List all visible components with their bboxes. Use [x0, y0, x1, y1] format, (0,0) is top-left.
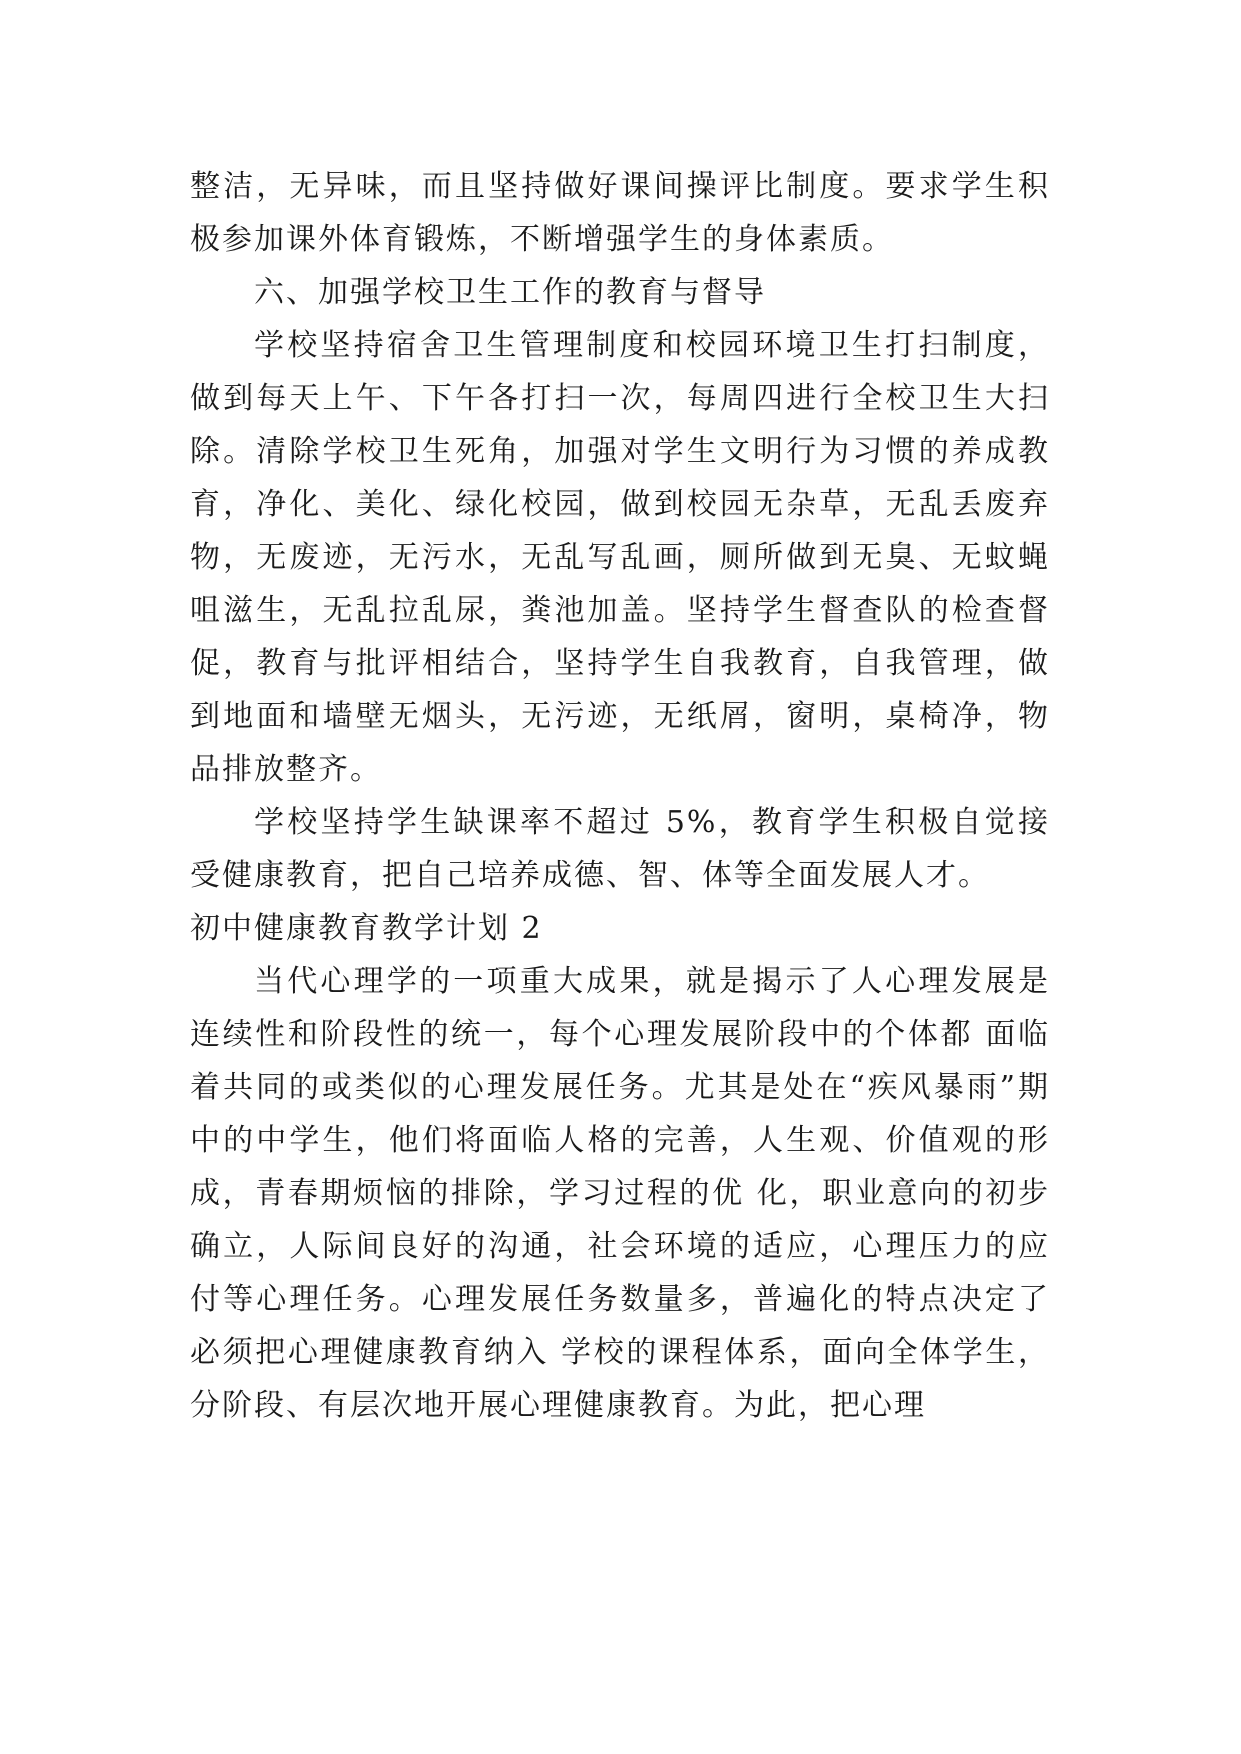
- paragraph-hygiene-management: 学校坚持宿舍卫生管理制度和校园环境卫生打扫制度，做到每天上午、下午各打扫一次，每周四进行全校卫生大扫除。清除学校卫生死角，加强对学生文明行为习惯的养成教育，净化、美化、绿化校园，做到校园无杂草，无乱丢废弃物，无废迹，无污水，无乱写乱画，厕所做到无臭、无蚊蝇咀滋生，无乱拉乱尿，粪池加盖。坚持学生督查队的检查督促，教育与批评相结合，坚持学生自我教育，自我管理，做到地面和墙壁无烟头，无污迹，无纸屑，窗明，桌椅净，物品排放整齐。: [190, 328, 1050, 787]
- document-body: [190, 160, 1050, 1432]
- paragraph-attendance: 学校坚持学生缺课率不超过 5%，教育学生积极自觉接受健康教育，把自己培养成德、智、体等全面发展人才。: [190, 805, 1050, 893]
- document-title: 初中健康教育教学计划 2: [190, 911, 543, 946]
- section-heading: 六、加强学校卫生工作的教育与督导: [254, 275, 766, 310]
- paragraph-psychology: 当代心理学的一项重大成果，就是揭示了人心理发展是连续性和阶段性的统一，每个心理发展阶段中的个体都 面临着共同的或类似的心理发展任务。尤其是处在“疾风暴雨”期中的中学生，他们将面临人格的完善，人生观、价值观的形成，青春期烦恼的排除，学习过程的优 化，职业意向的初步确立，人际间良好的沟通，社会环境的适应，心理压力的应付等心理任务。心理发展任务数量多，普遍化的特点决定了必须把心理健康教育纳入 学校的课程体系，面向全体学生，分阶段、有层次地开展心理健康教育。为此，把心理: [190, 964, 1050, 1423]
- paragraph-continuation: 整洁，无异味，而且坚持做好课间操评比制度。要求学生积极参加课外体育锻炼，不断增强学生的身体素质。: [190, 169, 1050, 257]
